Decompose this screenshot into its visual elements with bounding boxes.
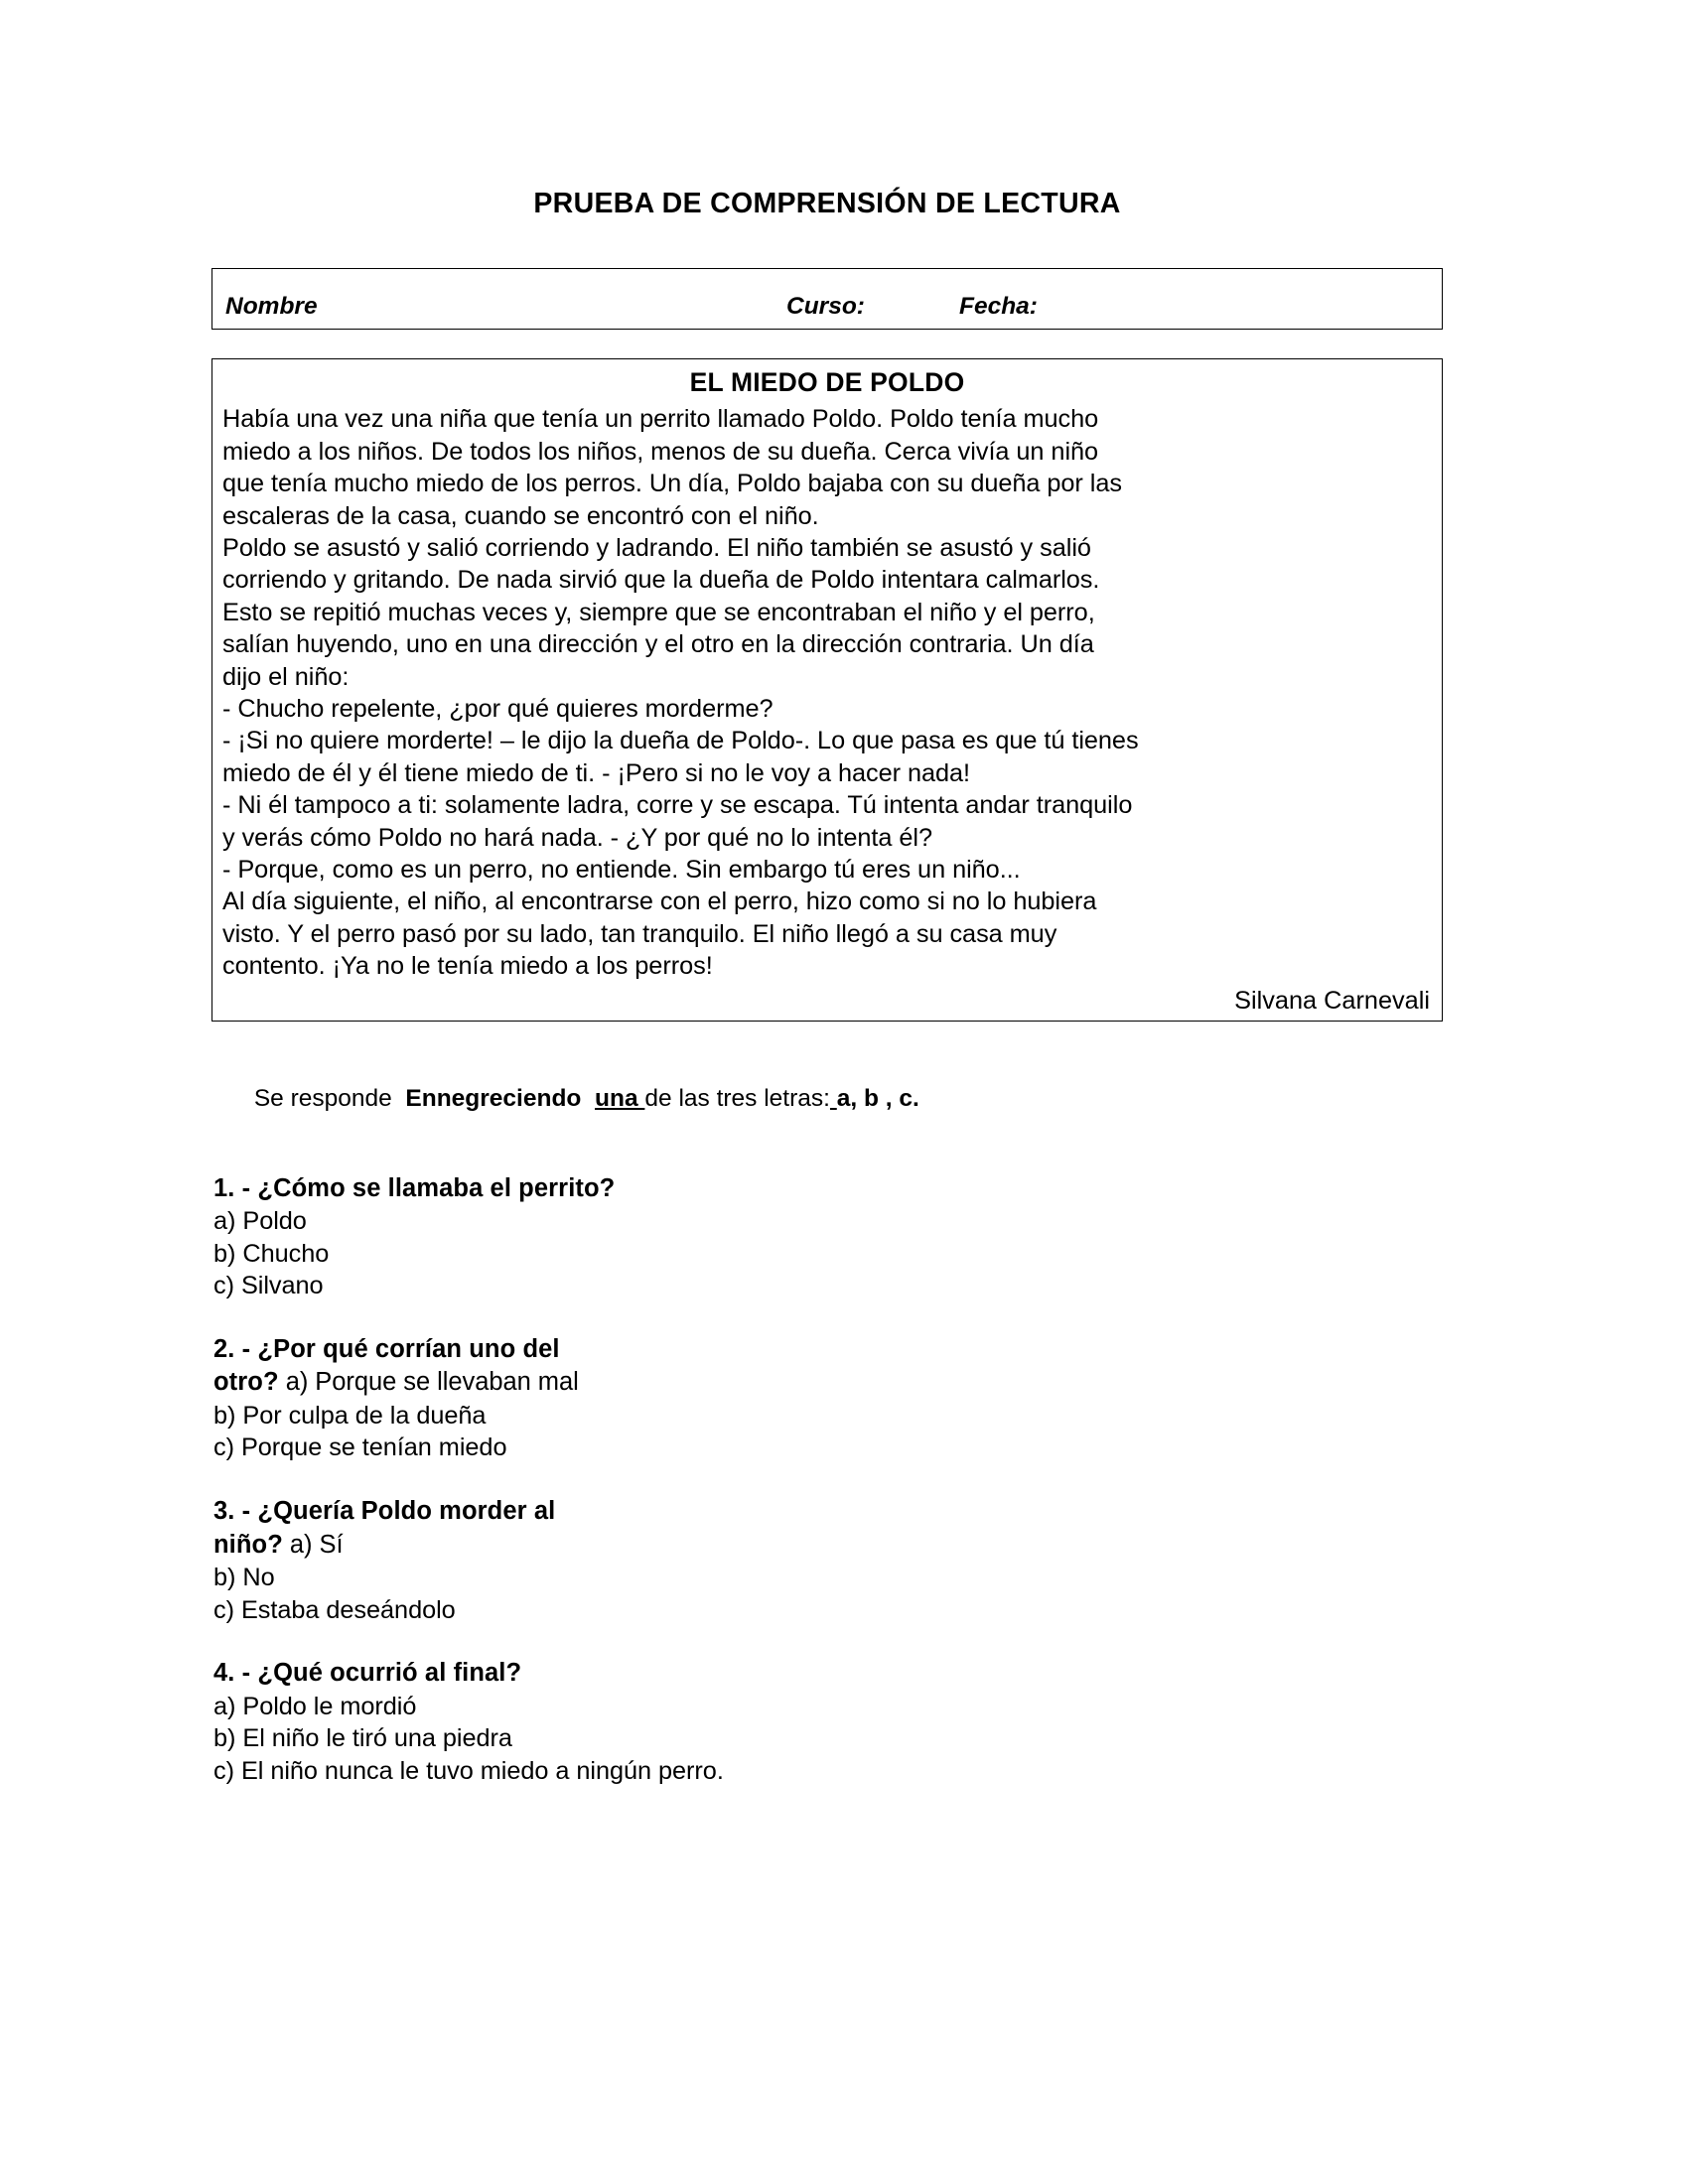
story-line: miedo de él y él tiene miedo de ti. - ¡Pero si no le voy a hacer nada! (222, 758, 971, 787)
instruction-ennegreciendo: Ennegreciendo (405, 1084, 582, 1112)
instruction-part-1: Se responde (253, 1084, 406, 1112)
reading-passage-box (211, 358, 1443, 1022)
question-block (213, 1172, 1443, 1302)
instruction-una: una (595, 1084, 645, 1112)
instruction-underline-gap (830, 1085, 837, 1112)
story-line: - Porque, como es un perro, no entiende. Sin embargo tú eres un niño... (222, 856, 1021, 884)
questions-list (211, 1172, 1443, 1788)
story-line: corriendo y gritando. De nada sirvió que la dueña de Poldo intentara calmarlos. (222, 566, 1100, 595)
question-number: 4. (213, 1659, 242, 1688)
student-info-box (211, 268, 1443, 330)
student-info-row (212, 293, 1442, 323)
story-line: Al día siguiente, el niño, al encontrarse con el perro, hizo como si no lo hubiera (222, 887, 1097, 916)
question-block (213, 1495, 1443, 1626)
story-title: EL MIEDO DE POLDO (689, 367, 965, 398)
instruction-letters: a, b , c. (836, 1084, 919, 1112)
question-number: 1. (213, 1173, 242, 1202)
option-item[interactable]: b) Por culpa de la dueña (213, 1401, 487, 1430)
question-text (213, 1172, 1443, 1206)
story-line: y verás cómo Poldo no hará nada. - ¿Y por qué no lo intenta él? (222, 823, 932, 852)
option-item[interactable]: a) Porque se llevaban mal (278, 1368, 579, 1397)
question-prompt: - ¿Por qué corrían uno del (241, 1334, 560, 1363)
question-block (213, 1333, 1443, 1464)
story-author: Silvana Carnevali (1234, 986, 1430, 1015)
question-number: 2. (213, 1334, 242, 1363)
question-block (213, 1657, 1443, 1787)
question-text (213, 1495, 1443, 1529)
story-line: - Chucho repelente, ¿por qué quieres morderme? (222, 694, 774, 723)
option-item[interactable]: b) No (213, 1564, 275, 1592)
answer-instruction (211, 1051, 1443, 1147)
option-item[interactable]: b) El niño le tiró una piedra (213, 1724, 512, 1753)
option-item[interactable]: c) Porque se tenían miedo (213, 1433, 507, 1462)
question-prompt: - ¿Qué ocurrió al final? (241, 1659, 522, 1688)
option-item[interactable]: b) Chucho (213, 1239, 330, 1268)
story-line: visto. Y el perro pasó por su lado, tan tranquilo. El niño llegó a su casa muy (222, 919, 1057, 948)
story-line: Había una vez una niña que tenía un perrito llamado Poldo. Poldo tenía mucho (222, 405, 1099, 434)
option-item[interactable]: c) El niño nunca le tuvo miedo a ningún perro. (213, 1756, 724, 1785)
curso-label: Curso: (786, 293, 865, 321)
story-line: escaleras de la casa, cuando se encontró con el niño. (222, 501, 819, 530)
question-prompt-tail: otro? (213, 1368, 279, 1397)
nombre-label: Nombre (225, 293, 318, 321)
question-prompt: - ¿Cómo se llamaba el perrito? (241, 1173, 616, 1202)
option-item[interactable]: c) Silvano (213, 1272, 324, 1300)
question-text (213, 1333, 1443, 1367)
question-text-continued (213, 1366, 1443, 1400)
instruction-gap (581, 1085, 595, 1112)
question-prompt: - ¿Quería Poldo morder al (241, 1497, 556, 1526)
story-body (222, 403, 1432, 982)
story-line: dijo el niño: (222, 662, 350, 691)
story-line: contento. ¡Ya no le tenía miedo a los perros! (222, 952, 713, 981)
question-prompt-tail: niño? (213, 1530, 283, 1559)
option-item[interactable]: c) Estaba deseándolo (213, 1595, 456, 1624)
fecha-label: Fecha: (959, 293, 1038, 321)
story-line: Poldo se asustó y salió corriendo y ladrando. El niño también se asustó y salió (222, 533, 1091, 562)
story-line: Esto se repitió muchas veces y, siempre que se encontraban el niño y el perro, (222, 598, 1095, 626)
question-text (213, 1657, 1443, 1691)
story-line: - ¡Si no quiere morderte! – le dijo la dueña de Poldo-. Lo que pasa es que tú tienes (222, 727, 1139, 755)
question-text-continued (213, 1529, 1443, 1563)
page-title: PRUEBA DE COMPRENSIÓN DE LECTURA (533, 188, 1121, 219)
instruction-part-5: de las tres letras: (644, 1084, 830, 1112)
story-line: que tenía mucho miedo de los perros. Un día, Poldo bajaba con su dueña por las (222, 470, 1122, 498)
story-line: miedo a los niños. De todos los niños, menos de su dueña. Cerca vivía un niño (222, 437, 1099, 466)
question-number: 3. (213, 1497, 242, 1526)
option-item[interactable]: a) Sí (282, 1530, 344, 1559)
option-item[interactable]: a) Poldo le mordió (213, 1692, 417, 1720)
option-item[interactable]: a) Poldo (213, 1207, 307, 1236)
document-sheet (211, 0, 1443, 1788)
story-line: salían huyendo, uno en una dirección y el otro en la dirección contraria. Un día (222, 630, 1094, 659)
story-line: - Ni él tampoco a ti: solamente ladra, corre y se escapa. Tú intenta andar tranquilo (222, 791, 1133, 820)
